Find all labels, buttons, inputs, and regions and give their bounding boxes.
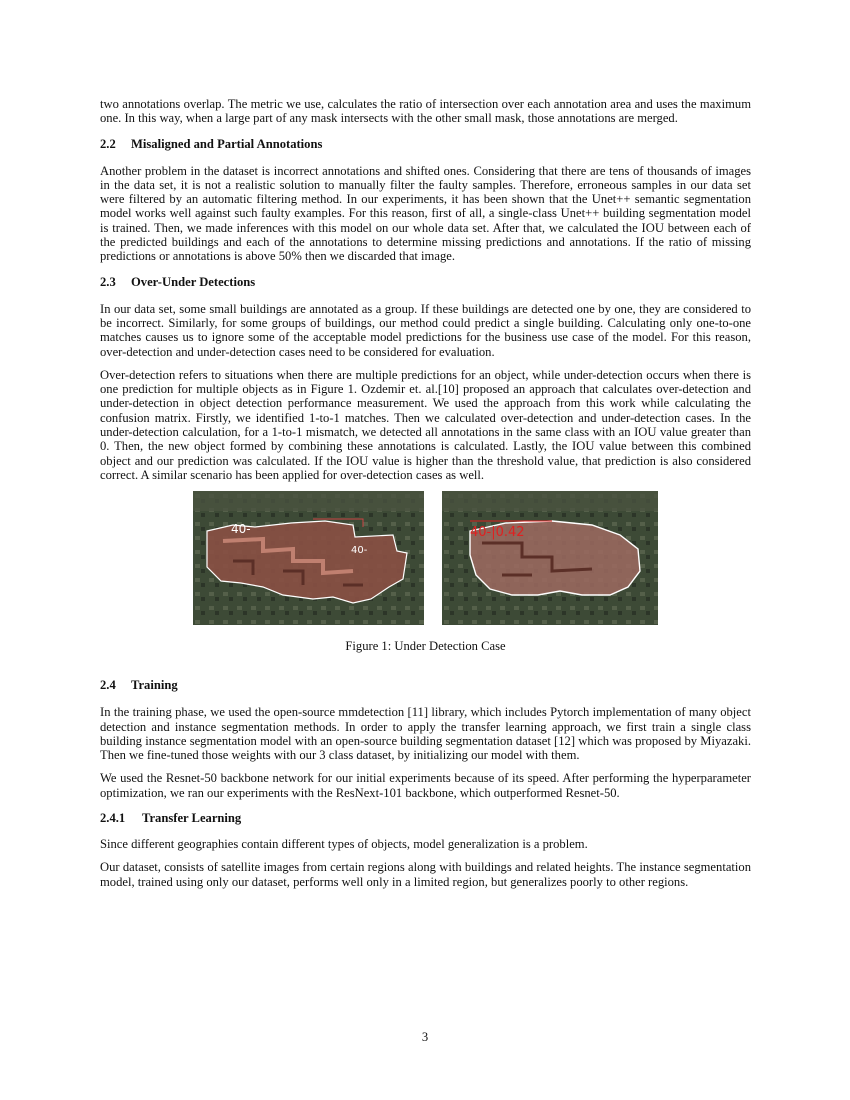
paragraph: In the training phase, we used the open-source mmdetection [11] library, which includes Pytorch implementation of many object detection and instance segmentation methods. In order to apply the transfer learning approach, we first train a single class building instance segmentation model with an open-source building segmentation dataset [12] which was proposed by Miyazaki. Then we fine-tuned those weights with our 3 class dataset, by initializing our model with them. [100,705,751,763]
subsection-title: Transfer Learning [142,811,242,826]
paragraph: In our data set, some small buildings are annotated as a group. If these buildings are detected one by one, they are considered to be incorrect. Similarly, for some groups of buildings, our method could predict a single building. Calculating only one-to-one matches causes us to ignore some of the acceptable model predictions for the business use case of the model. For this reason, over-detection and under-detection cases need to be considered for evaluation. [100,301,751,359]
figure-1 [100,491,751,625]
figure-1-left-image [193,491,424,625]
section-number: 2.4 [100,678,116,693]
section-title: Misaligned and Partial Annotations [131,136,323,151]
left-annotation-label-2: 40- [351,545,368,557]
figure-1-right-image [442,491,658,625]
section-heading-2-3 [100,275,751,290]
subsection-heading-2-4-1 [100,811,751,826]
section-number: 2.2 [100,136,116,151]
section-heading-2-2 [100,137,751,152]
paragraph: Another problem in the dataset is incorrect annotations and shifted ones. Considering that there are tens of thousands of images in the data set, it is not a realistic solution to manually filter the faulty samples. Therefore, erroneous samples in our data set were filtered by an automatic filtering method. In our experiments, it has been shown that the Unet++ semantic segmentation model works well against such faulty examples. For this reason, first of all, a single-class Unet++ building segmentation model is trained. Then, we made inferences with this model on our whole data set. After that, we calculated the IOU between each of the predicted buildings and each of the annotations to determine missing predictions and annotations. If the ratio of missing predictions or annotations is above 50% then we discarded that image. [100,163,751,264]
left-annotation-label-1: 40- [231,522,251,537]
section-number: 2.3 [100,274,116,289]
page-number: 3 [421,1030,429,1044]
section-heading-2-4 [100,678,751,693]
paragraph: We used the Resnet-50 backbone network for our initial experiments because of its speed. After performing the hyperparameter optimization, we ran our experiments with the ResNext-101 backbone, which outperformed Resnet-50. [100,771,751,800]
page-body [100,97,751,898]
subsection-number: 2.4.1 [100,811,126,826]
paragraph: Since different geographies contain different types of objects, model generalization is a problem. [100,837,588,852]
intro-paragraph: two annotations overlap. The metric we use, calculates the ratio of intersection over each annotation area and uses the maximum one. In this way, when a large part of any mask intersects with the other small mask, those annotations are merged. [100,97,751,126]
right-prediction-label: 40-|0.42 [470,525,525,541]
figure-caption: Figure 1: Under Detection Case [345,639,506,654]
section-title: Over-Under Detections [131,274,256,289]
section-title: Training [131,678,178,693]
paragraph: Over-detection refers to situations when there are multiple predictions for an object, while under-detection occurs when there is one prediction for multiple objects as in Figure 1. Ozdemir et. al.[10] proposed an approach that calculates over-detection and under-detection in object detection performance measurement. We used the approach from this work while calculating the confusion matrix. Firstly, we identified 1-to-1 matches. Then we calculated over-detection and under-detection cases. In the under-detection calculation, for a 1-to-1 mismatch, we detected all annotations in the same class with an IOU value greater than 0. Then, the new object formed by combining these annotations is calculated. Lastly, the IOU value between this combined object and our prediction was calculated. If the IOU value is higher than the threshold value, that prediction is also considered correct. A similar scenario has been applied for over-detection cases as well. [100,367,751,482]
paragraph: Our dataset, consists of satellite images from certain regions along with buildings and related heights. The instance segmentation model, trained using only our dataset, performs well only in a limited region, but generalizes poorly to other regions. [100,860,751,889]
